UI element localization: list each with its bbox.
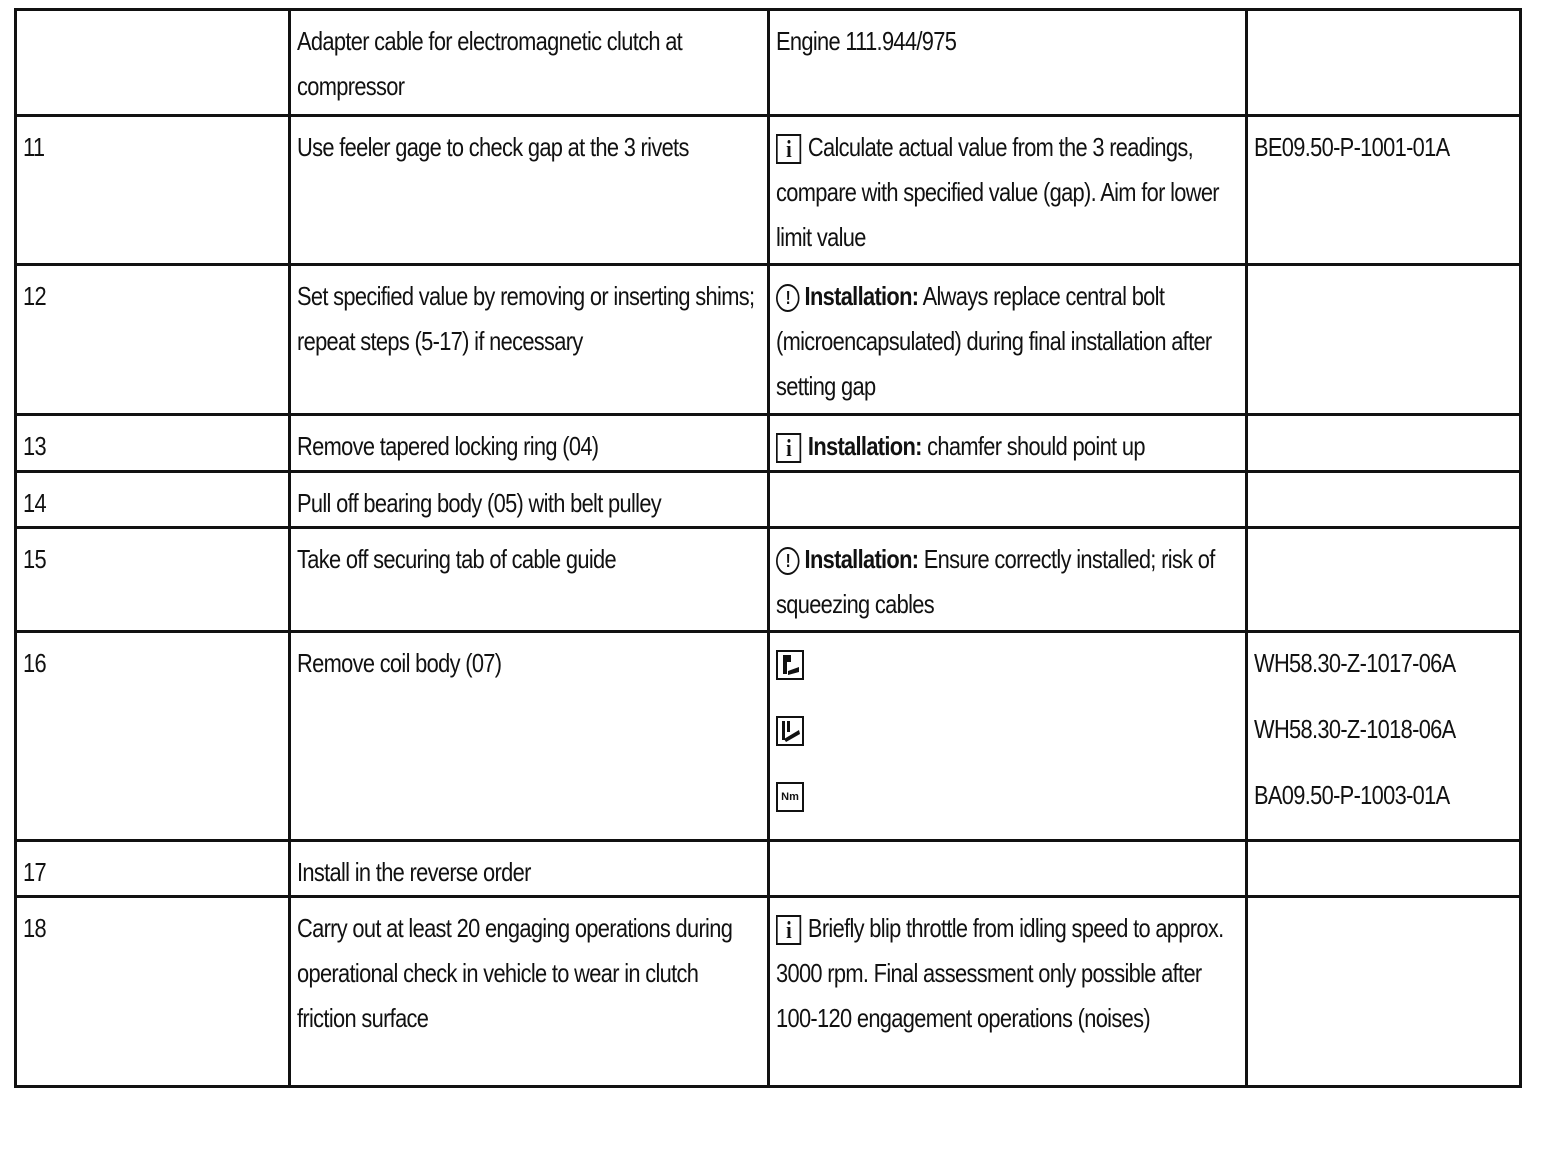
table-row bbox=[16, 415, 1521, 472]
info-icon: i bbox=[776, 915, 801, 945]
note-prefix: Installation: bbox=[804, 281, 919, 311]
step-cell: 15 bbox=[16, 528, 290, 632]
note-text: Briefly blip throttle from idling speed to approx. 3000 rpm. Final assessment only possible after 100-120 engagement operations (noises) bbox=[776, 913, 1224, 1033]
table-row bbox=[16, 472, 1521, 528]
info-icon: i bbox=[776, 134, 801, 164]
action-cell: Set specified value by removing or inserting shims; repeat steps (5-17) if necessary bbox=[290, 265, 769, 415]
info-icon: i bbox=[776, 433, 801, 463]
table-row bbox=[16, 841, 1521, 897]
step-cell: 16 bbox=[16, 632, 290, 841]
step-cell: 11 bbox=[16, 116, 290, 265]
step-cell: 18 bbox=[16, 897, 290, 1087]
ref-cell bbox=[1246, 897, 1520, 1087]
ref-link[interactable]: BE09.50-P-1001-01A bbox=[1253, 132, 1450, 162]
ref-cell bbox=[1246, 841, 1520, 897]
step-cell: 13 bbox=[16, 415, 290, 472]
note-cell bbox=[769, 472, 1247, 528]
action-cell: Take off securing tab of cable guide bbox=[290, 528, 769, 632]
ref-cell bbox=[1246, 632, 1520, 841]
action-cell: Adapter cable for electromagnetic clutch at compressor bbox=[290, 10, 769, 116]
procedure-table bbox=[14, 8, 1522, 1088]
step-cell: 12 bbox=[16, 265, 290, 415]
special-tool-icon bbox=[776, 650, 804, 680]
action-cell: Use feeler gage to check gap at the 3 rivets bbox=[290, 116, 769, 265]
warning-circle-icon: ! bbox=[776, 284, 800, 312]
note-cell bbox=[769, 632, 1247, 841]
table-row bbox=[16, 265, 1521, 415]
action-cell: Install in the reverse order bbox=[290, 841, 769, 897]
note-text: Ensure correctly installed; risk of squeezing cables bbox=[776, 544, 1215, 619]
ref-cell bbox=[1246, 472, 1520, 528]
ref-cell bbox=[1246, 528, 1520, 632]
step-cell: 14 bbox=[16, 472, 290, 528]
ref-link[interactable]: BA09.50-P-1003-01A bbox=[1253, 780, 1450, 810]
table-row bbox=[16, 116, 1521, 265]
note-cell bbox=[769, 528, 1247, 632]
note-cell: Engine 111.944/975 bbox=[769, 10, 1247, 116]
ref-cell bbox=[1246, 265, 1520, 415]
note-cell bbox=[769, 116, 1247, 265]
table-row bbox=[16, 528, 1521, 632]
action-cell: Remove tapered locking ring (04) bbox=[290, 415, 769, 472]
note-cell bbox=[769, 841, 1247, 897]
note-cell bbox=[769, 897, 1247, 1087]
note-cell bbox=[769, 265, 1247, 415]
note-text: chamfer should point up bbox=[927, 431, 1145, 461]
special-tool-icon bbox=[776, 716, 804, 746]
action-cell: Remove coil body (07) bbox=[290, 632, 769, 841]
action-cell: Carry out at least 20 engaging operations during operational check in vehicle to wear in clutch friction surface bbox=[290, 897, 769, 1087]
step-cell bbox=[16, 10, 290, 116]
action-cell: Pull off bearing body (05) with belt pulley bbox=[290, 472, 769, 528]
warning-circle-icon: ! bbox=[776, 547, 800, 575]
note-prefix: Installation: bbox=[807, 431, 922, 461]
ref-cell bbox=[1246, 415, 1520, 472]
ref-cell bbox=[1246, 116, 1520, 265]
table-row bbox=[16, 632, 1521, 841]
note-prefix: Installation: bbox=[804, 544, 919, 574]
table-row bbox=[16, 10, 1521, 116]
ref-cell bbox=[1246, 10, 1520, 116]
ref-link[interactable]: WH58.30-Z-1017-06A bbox=[1253, 648, 1456, 678]
note-cell bbox=[769, 415, 1247, 472]
step-cell: 17 bbox=[16, 841, 290, 897]
note-text: Always replace central bolt (microencapsulated) during final installation after setting gap bbox=[776, 281, 1212, 401]
ref-link[interactable]: WH58.30-Z-1018-06A bbox=[1253, 714, 1456, 744]
table-row bbox=[16, 897, 1521, 1087]
note-text: Calculate actual value from the 3 readings, compare with specified value (gap). Aim for lower limit value bbox=[776, 132, 1219, 252]
torque-nm-icon: Nm bbox=[776, 782, 804, 812]
